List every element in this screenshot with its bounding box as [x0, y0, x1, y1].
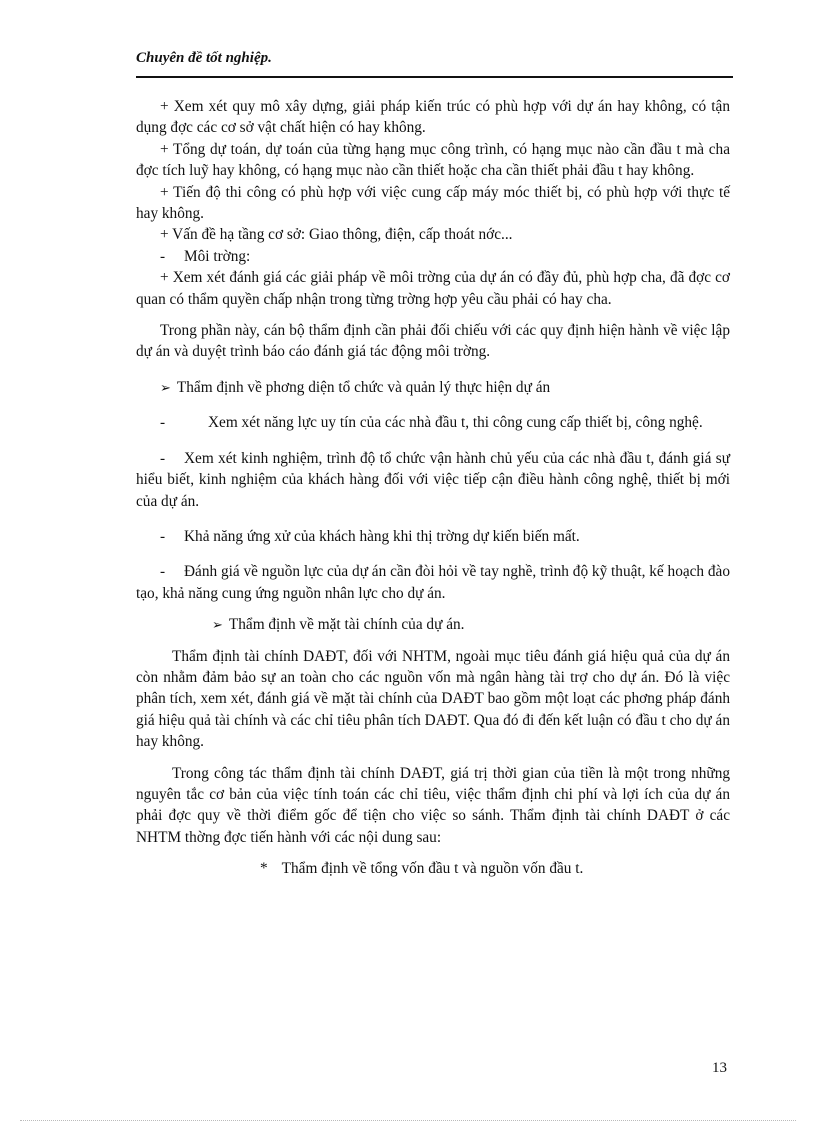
dash-bullet: -: [160, 414, 166, 432]
section-heading-text: Thẩm định về phơng diện tổ chức và quản lý thực hiện dự án: [176, 378, 551, 396]
asterisk-bullet-icon: *: [260, 860, 268, 878]
document-body: [136, 96, 730, 880]
section-heading: [136, 858, 730, 879]
page-number: 13: [712, 1060, 727, 1076]
dash-item-text: Đánh giá về nguồn lực của dự án cần đòi hỏi về tay nghề, trình độ kỹ thuật, kế hoạch đào tạo, khả năng cung ứng nguồn nhân lực cho dự án.: [136, 563, 730, 602]
dash-bullet: -: [160, 563, 166, 581]
dash-item: [136, 561, 730, 604]
dash-bullet: -: [160, 527, 166, 545]
header-divider: [136, 76, 733, 78]
dash-item: [136, 246, 730, 267]
section-heading-text: Thẩm định về mặt tài chính của dự án.: [228, 616, 465, 634]
section-heading: [136, 377, 730, 398]
paragraph: + Vấn đề hạ tầng cơ sở: Giao thông, điện, cấp thoát nớc...: [160, 226, 513, 244]
page-header-title: Chuyên đề tốt nghiệp.: [136, 50, 272, 66]
paragraph: Trong phần này, cán bộ thẩm định cần phải đối chiếu với các quy định hiện hành về việc lập dự án và duyệt trình báo cáo đánh giá tác động môi trờng.: [136, 322, 730, 361]
paragraph: + Tổng dự toán, dự toán của từng hạng mục công trình, có hạng mục nào cần đầu t mà cha đợc tích luỹ hay không, có hạng mục nào cần thiết hoặc cha cần thiết phải đầu t hay không.: [136, 140, 730, 180]
paragraph: Trong công tác thẩm định tài chính DAĐT, giá trị thời gian của tiền là một trong những nguyên tắc cơ bản của việc tính toán các chỉ tiêu, việc thẩm định chi phí và lợi ích của dự án phải đợc quy về thời điểm gốc để tiện cho việc so sánh. Thẩm định tài chính DAĐT ở các NHTM thờng đợc tiến hành với các nội dung sau:: [136, 764, 730, 846]
dash-item-text: Khả năng ứng xử của khách hàng khi thị trờng dự kiến biến mất.: [184, 527, 580, 545]
dash-item-text: Môi trờng:: [184, 247, 251, 265]
dash-bullet: -: [160, 247, 166, 265]
paragraph: Thẩm định tài chính DAĐT, đối với NHTM, ngoài mục tiêu đánh giá hiệu quả của dự án còn nhằm đảm bảo sự an toàn cho các nguồn vốn mà ngân hàng tài trợ cho dự án. Đó là việc phân tích, xem xét, đánh giá về mặt tài chính của DAĐT bao gồm một loạt các phơng pháp đánh giá hiệu quả tài chính và các chỉ tiêu phân tích DAĐT. Qua đó đi đến kết luận có đầu t cho dự án hay không.: [136, 647, 730, 751]
footer-divider: [20, 1120, 796, 1121]
section-heading-text: Thẩm định về tổng vốn đầu t và nguồn vốn đầu t.: [281, 860, 584, 878]
dash-item-text: Xem xét năng lực uy tín của các nhà đầu t, thi công cung cấp thiết bị, công nghệ.: [208, 414, 703, 432]
paragraph: + Xem xét đánh giá các giải pháp về môi trờng của dự án có đầy đủ, phù hợp cha, đã đợc cơ quan có thẩm quyền chấp nhận trong từng trờng hợp yêu cầu phải có hay cha.: [136, 269, 730, 308]
dash-bullet: -: [160, 449, 166, 467]
dash-item: [136, 448, 730, 512]
arrow-bullet-icon: ➢: [160, 379, 171, 395]
paragraph: + Tiến độ thi công có phù hợp với việc cung cấp máy móc thiết bị, có phù hợp với thực tế hay không.: [136, 183, 730, 223]
dash-item-text: Xem xét kinh nghiệm, trình độ tổ chức vận hành chủ yếu của các nhà đầu t, đánh giá sự hiểu biết, kinh nghiệm của khách hàng đối với việc tiếp cận điều hành công nghệ, thiết bị mới của dự án.: [136, 449, 730, 510]
arrow-bullet-icon: ➢: [212, 617, 223, 633]
dash-item: [136, 412, 730, 433]
dash-item: [136, 526, 730, 547]
section-heading: [136, 614, 730, 635]
paragraph: + Xem xét quy mô xây dựng, giải pháp kiến trúc có phù hợp với dự án hay không, có tận dụng đợc các cơ sở vật chất hiện có hay không.: [136, 98, 730, 137]
